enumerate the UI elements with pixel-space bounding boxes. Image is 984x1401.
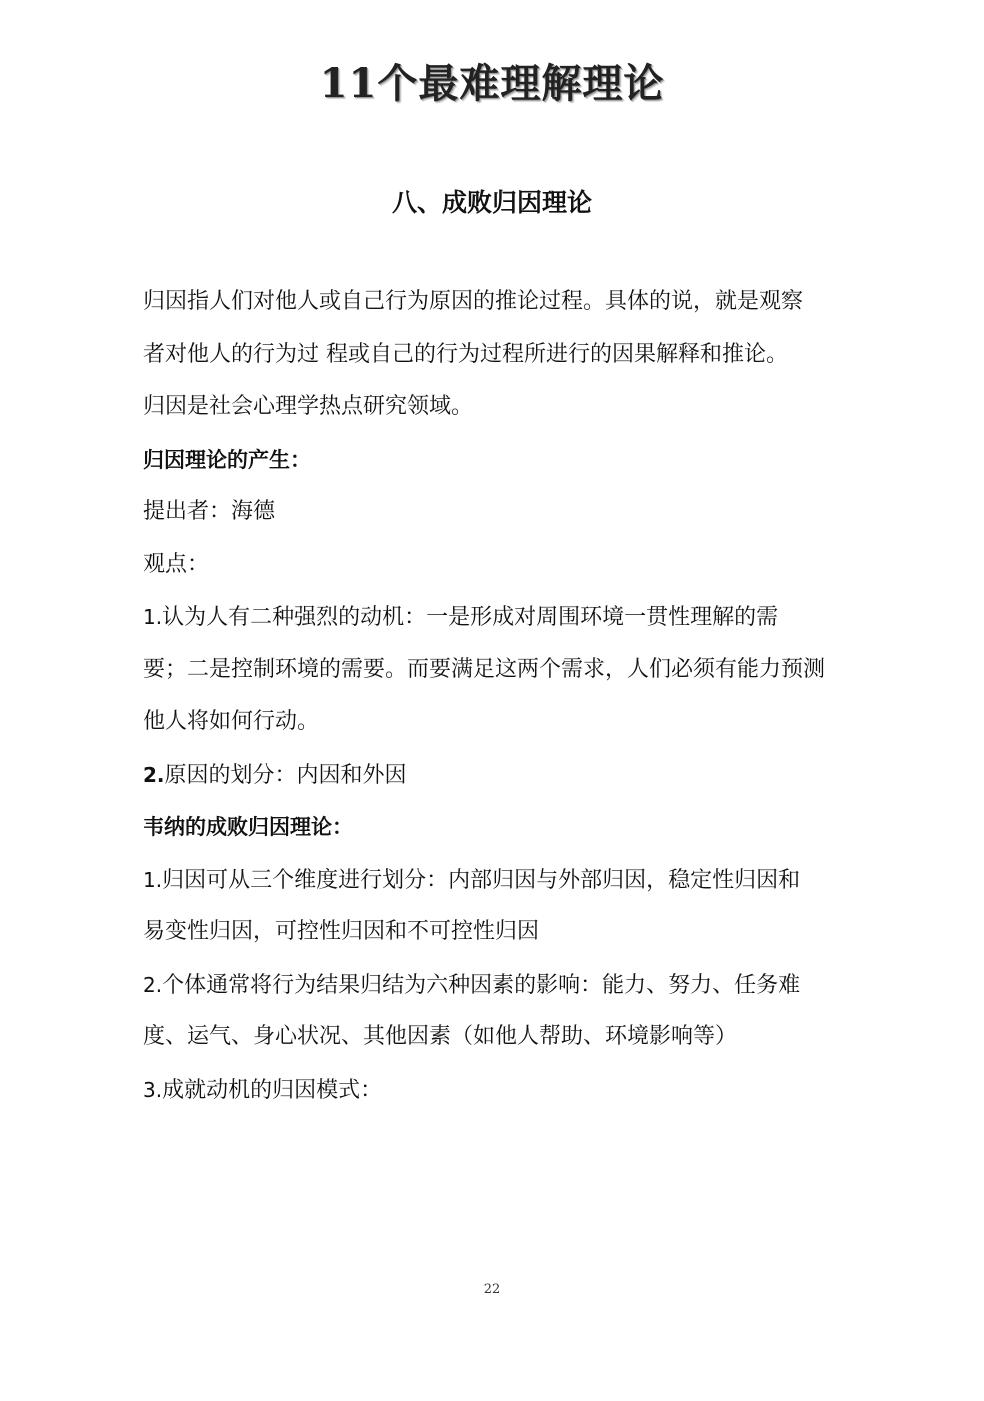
weiner-point-2 [143,959,843,1012]
point-continuation: 他人将如何行动。 [143,709,320,734]
intro-line: 归因指人们对他人或自己行为原因的推论过程。具体的说，就是观察 [143,289,804,314]
document-body [143,276,843,1116]
weiner-heading: 韦纳的成败归因理论： [143,815,353,839]
document-title: 11个最难理解理论 [319,60,665,107]
point-number: 2. [143,972,163,997]
point-text: 认为人有二种强烈的动机：一是形成对周围环境一贯性理解的需 [162,605,779,630]
point-continuation: 要；二是控制环境的需要。而要满足这两个需求，人们必须有能力预测 [143,656,826,682]
origin-point-2 [143,749,843,802]
origin-point-1 [143,591,843,644]
point-number: 3. [143,1077,163,1102]
point-text: 原因的划分：内因和外因 [164,762,407,788]
point-text: 个体通常将行为结果归结为六种因素的影响：能力、努力、任务难 [162,972,801,998]
point-text: 成就动机的归因模式： [162,1077,383,1103]
point-text: 归因可从三个维度进行划分：内部归因与外部归因，稳定性归因和 [162,867,801,893]
viewpoint-label: 观点： [143,551,210,577]
section-title: 八、成败归因理论 [391,188,592,217]
intro-line: 归因是社会心理学热点研究领域。 [143,394,474,419]
point-number: 2. [143,762,165,787]
point-continuation: 易变性归因，可控性归因和不可控性归因 [143,919,540,944]
intro-line: 者对他人的行为过 程或自己的行为过程所进行的因果解释和推论。 [143,341,788,367]
point-number: 1. [143,867,163,892]
weiner-point-3 [143,1064,843,1117]
page-number: 22 [483,1282,501,1297]
point-continuation: 度、运气、身心状况、其他因素（如他人帮助、环境影响等） [143,1024,738,1049]
point-number: 1. [143,605,163,629]
proposer-line: 提出者：海德 [143,499,276,524]
origin-heading: 归因理论的产生： [143,447,311,472]
weiner-point-1 [143,854,843,907]
